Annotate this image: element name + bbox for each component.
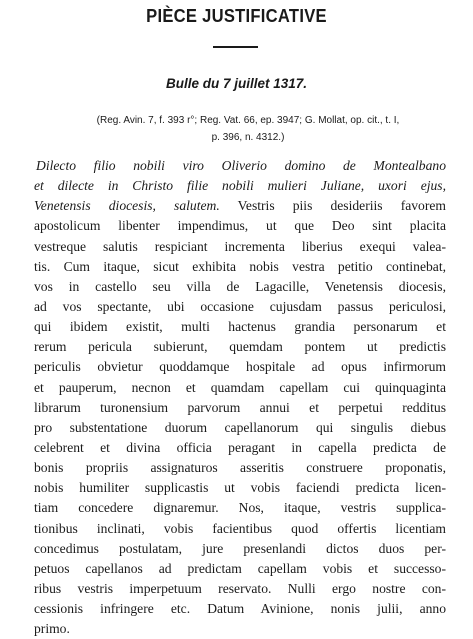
text-segment: qui ibidem existit, multi hactenus grandia personarum et <box>34 319 446 335</box>
text-segment: Vestris piis desideriis favorem <box>219 198 446 214</box>
text-line <box>34 176 446 196</box>
text-line <box>34 216 446 236</box>
text-line <box>34 237 446 257</box>
text-line <box>34 619 446 639</box>
heading-divider <box>213 46 258 48</box>
reference-line: p. 396, n. 4312.) <box>211 132 285 143</box>
text-line <box>34 478 446 498</box>
text-line <box>34 599 446 619</box>
text-segment: cessionis infringere etc. Datum Avinione, nonis julii, anno <box>34 601 446 617</box>
text-line <box>34 418 446 438</box>
text-segment: ad vos spectante, ubi occasione cujusdam passus periculosi, <box>34 298 446 314</box>
text-segment: tionibus inclinati, vobis facientibus quod offertis licentiam <box>34 520 446 536</box>
text-segment: nobis humiliter supplicastis ut vobis faciendi predicta licen- <box>34 480 446 496</box>
text-line <box>34 317 446 337</box>
text-line <box>34 196 446 216</box>
text-segment: apostolicum libenter impendimus, ut que Deo sint placita <box>34 218 446 234</box>
text-segment: bonis propriis assignaturos asseritis construere proponatis, <box>34 460 446 476</box>
text-segment: tis. Cum itaque, sicut exhibita nobis vestra petitio continebat, <box>34 258 446 274</box>
text-line <box>34 559 446 579</box>
text-line <box>34 156 446 176</box>
text-segment: librarum turonensium parvorum annui et perpetui redditus <box>34 399 446 415</box>
text-segment: concedimus postulatam, jure presenlandi dictos duos per- <box>34 540 446 556</box>
text-segment: rerum pericula subierunt, quemdam pontem ut predictis <box>34 339 446 355</box>
text-segment: primo. <box>34 621 70 637</box>
bull-text <box>34 156 446 639</box>
italic-segment: Dilecto filio nobili viro Oliverio domino de Montealbano <box>36 158 446 173</box>
text-segment: ribus vestris imperpetuum reservato. Nulli ergo nostre con- <box>34 580 446 596</box>
reference-line: (Reg. Avin. 7, f. 393 r°; Reg. Vat. 66, ep. 3947; G. Mollat, op. cit., t. I, <box>96 115 400 126</box>
text-segment: periculis obvietur quoddamque hospitale ad opus infirmorum <box>34 359 446 375</box>
text-line <box>34 579 446 599</box>
text-segment: petuos capellanos ad predictam capellam vobis et successo- <box>34 560 446 576</box>
text-segment: vos in castello seu villa de Lagacille, Venetensis diocesis, <box>34 278 446 294</box>
text-segment: pro substentatione duorum capellanorum qui singulis diebus <box>34 419 446 435</box>
text-segment: tiam concedere dignaremur. Nos, itaque, vestris supplica- <box>34 500 446 516</box>
text-line <box>34 337 446 357</box>
text-line <box>34 257 446 277</box>
text-line <box>34 458 446 478</box>
italic-segment: et dilecte in Christo filie nobili mulieri Juliane, uxori ejus, <box>34 178 446 194</box>
text-line <box>34 297 446 317</box>
archival-reference <box>48 112 448 146</box>
page-heading: PIÈCE JUSTIFICATIVE <box>146 6 327 26</box>
text-line <box>34 519 446 539</box>
text-line <box>34 398 446 418</box>
text-line <box>34 498 446 518</box>
text-line <box>34 378 446 398</box>
text-line <box>34 357 446 377</box>
bull-title: Bulle du 7 juillet 1317. <box>165 76 308 91</box>
text-line <box>34 438 446 458</box>
text-line <box>34 277 446 297</box>
text-segment: celebrent et divina officia peragant in capella predicta de <box>34 439 446 455</box>
text-segment: et pauperum, necnon et quamdam capellam cui quinquaginta <box>34 379 446 395</box>
text-segment: vestreque salutis respiciant incrementa liberius exequi valea- <box>34 238 446 254</box>
text-line <box>34 539 446 559</box>
italic-segment: Venetensis diocesis, salutem. <box>34 198 220 214</box>
